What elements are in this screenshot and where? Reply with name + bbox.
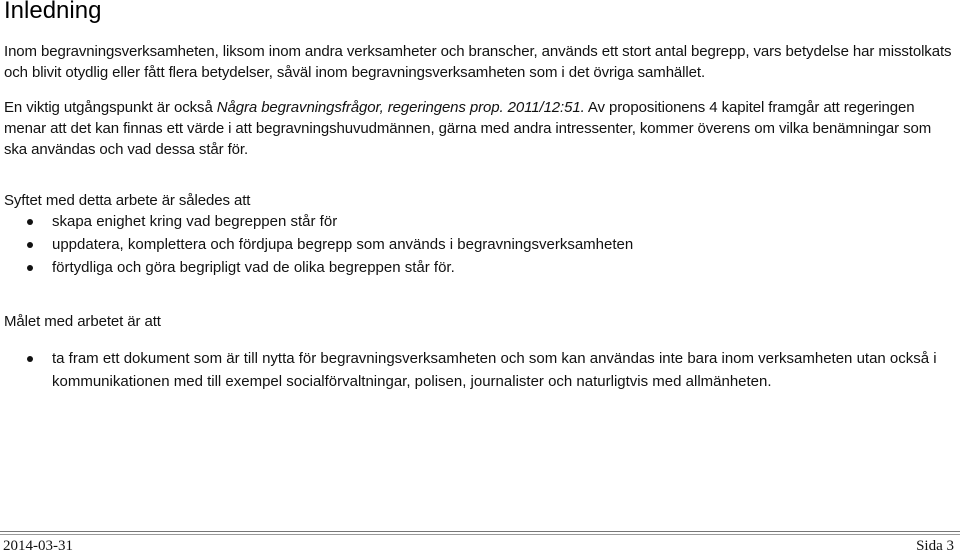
bullet-icon <box>27 356 33 362</box>
list-item <box>0 347 950 393</box>
bullet-icon <box>27 242 33 248</box>
goal-list <box>0 347 950 393</box>
starting-point-rest: Av propositionens 4 kapitel framgår att regeringen menar att det kan finnas ett värde i att begravningshuvudmännen, gärna med andra intressenter, kommer överens om vilka benämningar som ska användas och vad dessa står för. <box>4 99 932 158</box>
footer-divider <box>0 534 960 535</box>
proposition-reference: Några begravningsfrågor, regeringens prop. 2011/12:51. <box>216 99 585 116</box>
page-title: Inledning <box>4 0 102 24</box>
footer-divider <box>0 531 960 532</box>
bullet-icon <box>27 219 33 225</box>
starting-point-prefix: En viktig utgångspunkt är också <box>4 99 217 116</box>
purpose-heading: Syftet med detta arbete är således att <box>4 192 251 209</box>
starting-point-paragraph <box>4 97 954 160</box>
purpose-item-text: skapa enighet kring vad begreppen står för <box>52 213 338 230</box>
list-item <box>0 233 950 256</box>
goal-item-text: ta fram ett dokument som är till nytta för begravningsverksamheten och som kan användas inte bara inom verksamheten utan också i kommunikationen med till exempel socialförvaltningar, polisen, journalister och naturligtvis med allmänheten. <box>52 350 937 390</box>
list-item <box>0 256 950 279</box>
list-item <box>0 210 950 233</box>
bullet-icon <box>27 265 33 271</box>
footer-date: 2014-03-31 <box>3 538 73 554</box>
footer-page-number: Sida 3 <box>916 538 954 554</box>
purpose-item-text: förtydliga och göra begripligt vad de olika begreppen står för. <box>52 259 455 276</box>
purpose-list <box>0 210 950 279</box>
intro-paragraph: Inom begravningsverksamheten, liksom inom andra verksamheter och branscher, används ett stort antal begrepp, vars betydelse har misstolkats och blivit otydlig eller fått flera betydelser, såväl inom begravningsverksamheten som i det övriga samhället. <box>4 43 952 81</box>
goal-heading: Målet med arbetet är att <box>4 313 161 330</box>
purpose-item-text: uppdatera, komplettera och fördjupa begrepp som används i begravningsverksamheten <box>52 236 634 253</box>
